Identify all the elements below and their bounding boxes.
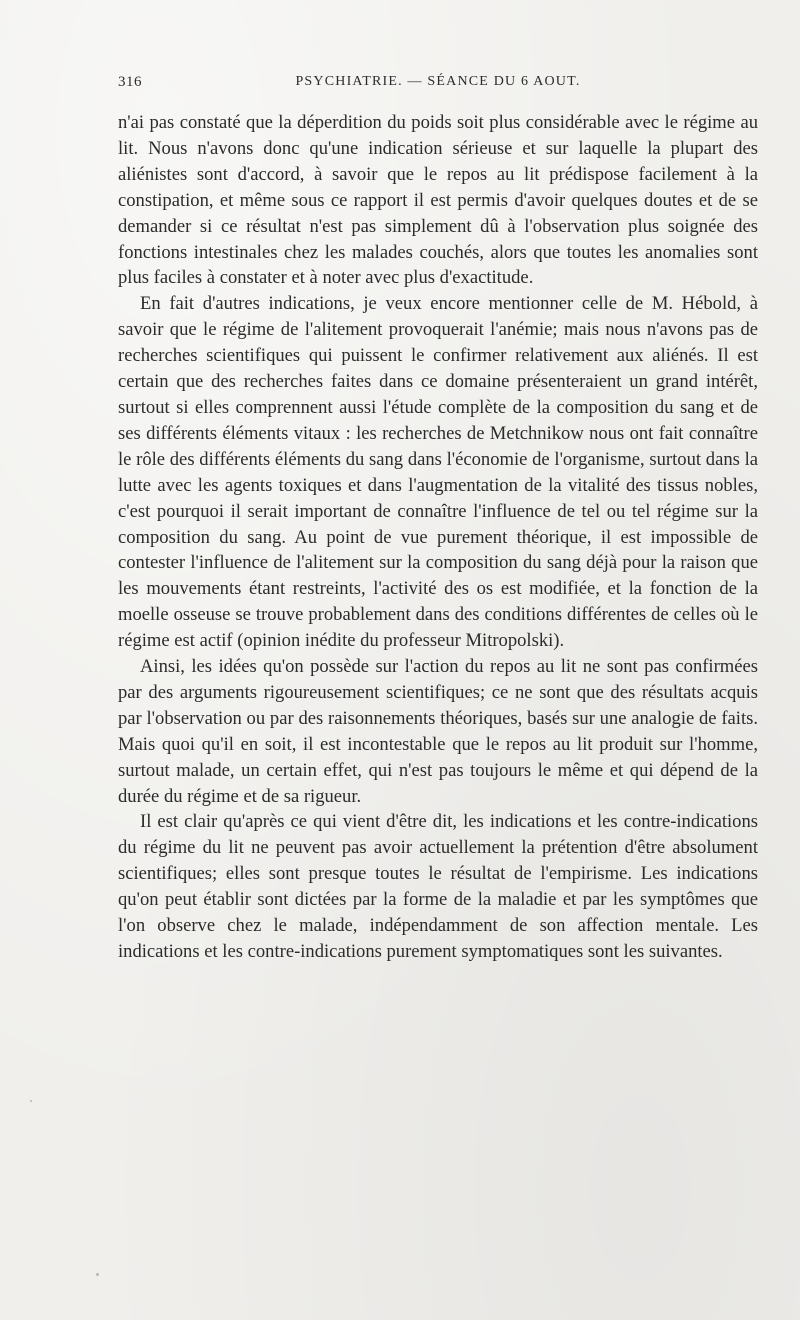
paragraph: Ainsi, les idées qu'on possède sur l'action du repos au lit ne sont pas confirmées par des arguments rigoureusement scientifiques; ce ne sont que des résultats acquis par l'observation ou par des raisonnements théoriques, basés sur une analogie de faits. Mais quoi qu'il en soit, il est incontestable que le repos au lit produit sur l'homme, surtout malade, un certain effet, qui n'est pas toujours le même et qui dépend de la durée du régime et de sa rigueur. — [118, 656, 758, 807]
page-number: 316 — [118, 74, 142, 90]
paragraph: En fait d'autres indications, je veux encore mentionner celle de M. Hébold, à savoir que le régime de l'alitement provoquerait l'anémie; mais nous n'avons pas de recherches scientifiques qui puissent le confirmer relativement aux aliénés. Il est certain que des recherches faites dans ce domaine présenteraient un grand intérêt, surtout si elles comprennent aussi l'étude complète de la composition du sang et de ses différents éléments vitaux : les recherches de Metchnikow nous ont fait connaître le rôle des différents éléments du sang dans l'économie de l'organisme, surtout dans la lutte avec les agents toxiques et dans l'augmentation de la vitalité des tissus nobles, c'est pourquoi il serait important de connaître l'influence de tel ou tel régime sur la composition du sang. Au point de vue purement théorique, il est impossible de contester l'influence de l'alitement sur la composition du sang déjà pour la raison que les mouvements étant restreints, l'activité des os est modifiée, et la fonction de la moelle osseuse se trouve probablement dans des conditions différentes de celles où le régime est actif (opinion inédite du professeur Mitropolski). — [118, 293, 758, 652]
paper-speck — [96, 1273, 99, 1276]
paragraph: Il est clair qu'après ce qui vient d'être dit, les indications et les contre-indications du régime du lit ne peuvent pas avoir actuellement la prétention d'être absolument scientifiques; elles sont presque toutes le résultat de l'empirisme. Les indications qu'on peut établir sont dictées par la forme de la maladie et par les symptômes que l'on observe chez le malade, indépendamment de son affection mentale. Les indications et les contre-indications purement symptomatiques sont les suivantes. — [118, 811, 758, 962]
paper-speck — [30, 1100, 32, 1102]
page-header — [118, 74, 758, 98]
running-head: PSYCHIATRIE. — SÉANCE DU 6 AOUT. — [295, 74, 581, 89]
paragraph: n'ai pas constaté que la déperdition du poids soit plus considérable avec le régime au lit. Nous n'avons donc qu'une indication sérieuse et sur laquelle la plupart des aliénistes sont d'accord, à savoir que le repos au lit prédispose facilement à la constipation, et même sous ce rapport il est permis d'avoir quelques doutes et de se demander si ce résultat n'est pas simplement dû à l'observation plus soignée des fonctions intestinales chez les malades couchés, alors que toutes les anomalies sont plus faciles à constater et à noter avec plus d'exactitude. — [118, 112, 758, 289]
body-text — [118, 110, 758, 965]
